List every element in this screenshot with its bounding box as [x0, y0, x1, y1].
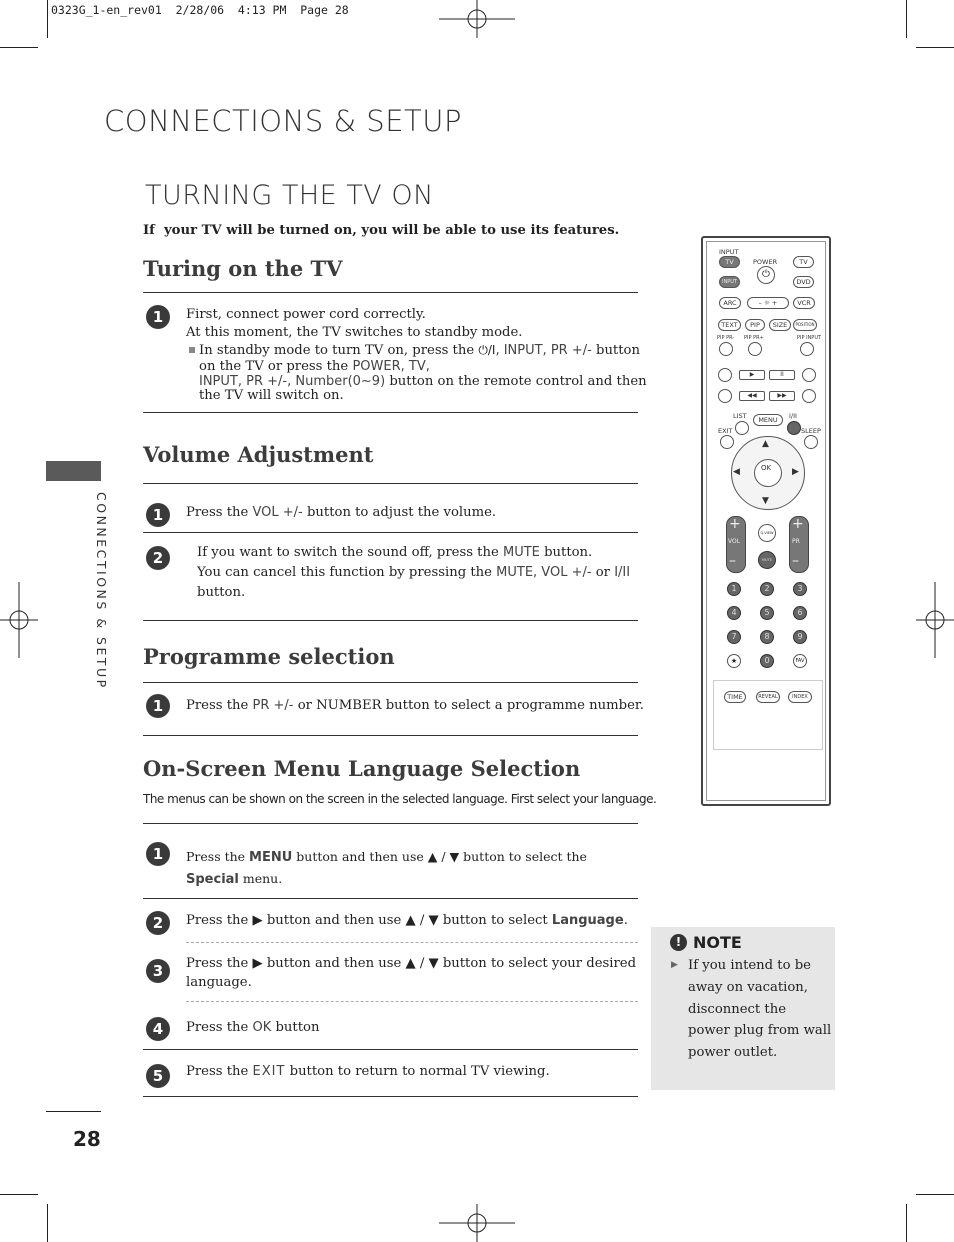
- warning-icon: !: [670, 934, 687, 951]
- remote-qview-button: Q.VIEW: [758, 524, 776, 542]
- registration-mark-left: [0, 580, 40, 660]
- remote-pause-icon: II: [769, 370, 795, 380]
- registration-mark-bottom: [437, 1202, 517, 1242]
- remote-digit-5: 5: [760, 606, 774, 620]
- registration-mark-right: [914, 580, 954, 660]
- remote-pr-down-icon: –: [792, 553, 799, 569]
- remote-text-button: TEXT: [718, 319, 741, 331]
- step-text: Press the EXIT button to return to normal TV viewing.: [186, 1064, 550, 1079]
- remote-skip-forward-icon: [802, 389, 816, 403]
- remote-power-label: POWER: [753, 258, 778, 266]
- remote-tv-button: TV: [793, 256, 814, 268]
- remote-digit-1: 1: [727, 582, 741, 596]
- remote-vol-up-icon: +: [729, 516, 741, 532]
- remote-menu-button: MENU: [753, 414, 783, 426]
- remote-rewind-icon: ◀◀: [739, 391, 765, 401]
- step-number: 4: [146, 1017, 170, 1041]
- remote-digit-0: 0: [760, 654, 774, 668]
- remote-exit-button: [720, 435, 734, 449]
- remote-down-icon: ▼: [762, 496, 769, 506]
- remote-pip-pr-minus-button: [719, 342, 733, 356]
- bullet-square: [189, 347, 195, 353]
- remote-pip-input-button: [800, 342, 814, 356]
- step-number: 1: [146, 503, 170, 527]
- remote-pip-button: PIP: [745, 319, 765, 331]
- remote-i-ii-button: [787, 421, 801, 435]
- divider: [143, 735, 638, 736]
- page-title: TURNING THE TV ON: [145, 180, 434, 211]
- power-icon: ⏻/I: [478, 343, 496, 357]
- remote-pr-up-icon: +: [792, 516, 804, 532]
- remote-brightness-button: – ☼ +: [747, 297, 789, 309]
- remote-digit-8: 8: [760, 630, 774, 644]
- remote-sleep-label: SLEEP: [801, 427, 821, 435]
- remote-list-button: [735, 421, 749, 435]
- divider: [143, 1049, 638, 1050]
- page-number: 28: [73, 1127, 101, 1151]
- remote-pip-input-label: PIP INPUT: [797, 335, 822, 341]
- side-tab-label: CONNECTIONS & SETUP: [94, 492, 109, 690]
- remote-buttons: [701, 236, 831, 806]
- divider: [143, 412, 638, 413]
- remote-forward-icon: ▶▶: [769, 391, 795, 401]
- remote-digit-7: 7: [727, 630, 741, 644]
- section-heading-language: On-Screen Menu Language Selection: [143, 756, 581, 781]
- chapter-title: CONNECTIONS & SETUP: [104, 104, 462, 138]
- divider: [143, 292, 638, 293]
- language-intro: The menus can be shown on the screen in the selected language. First select your language.: [143, 792, 657, 806]
- step-text: Press the MENU button and then use ▲ / ▼ button to select the Special menu.: [186, 849, 587, 887]
- page-number-rule: [46, 1111, 101, 1112]
- intro-text: If your TV will be turned on, you will be able to use its features.: [143, 223, 620, 238]
- step-text: Press the PR +/- or NUMBER button to select a programme number.: [186, 698, 644, 713]
- remote-list-label: LIST: [733, 412, 747, 420]
- remote-left-icon: ◀: [733, 467, 740, 477]
- divider: [143, 1096, 638, 1097]
- step-number: 5: [146, 1064, 170, 1088]
- remote-exit-label: EXIT: [718, 427, 733, 435]
- remote-digit-9: 9: [793, 630, 807, 644]
- standby-instructions: In standby mode to turn TV on, press the ⏻/I, INPUT, PR +/- button on the TV or press the POWER, TV, INPUT, PR +/-, Number(0~9) button on the remote control and then the TV will switch on.: [199, 343, 647, 403]
- section-heading-turning-on: Turing on the TV: [143, 256, 343, 281]
- remote-index-button: INDEX: [788, 691, 812, 703]
- remote-vcr-button: VCR: [793, 297, 815, 309]
- step-number: 1: [146, 842, 170, 866]
- remote-pip-pr-plus-button: [748, 342, 762, 356]
- step-text: Press the OK button: [186, 1020, 320, 1035]
- remote-tv-button: TV: [719, 256, 740, 268]
- divider: [186, 1001, 638, 1002]
- section-heading-programme: Programme selection: [143, 644, 395, 669]
- step-text: Press the ▶ button and then use ▲ / ▼ button to select Language.: [186, 913, 628, 928]
- remote-digit-6: 6: [793, 606, 807, 620]
- remote-reveal-button: REVEAL: [756, 691, 780, 703]
- note-bullet-icon: ▶: [671, 960, 678, 970]
- remote-position-button: POSITION: [793, 319, 817, 331]
- step-number: 1: [146, 694, 170, 718]
- remote-up-icon: ▲: [762, 439, 769, 449]
- remote-digit-3: 3: [793, 582, 807, 596]
- step-number: 1: [146, 305, 170, 329]
- remote-digit-2: 2: [760, 582, 774, 596]
- remote-pip-pr-minus-label: PIP PR-: [717, 335, 735, 341]
- remote-time-button: TIME: [724, 691, 746, 703]
- remote-play-icon: ▶: [739, 370, 765, 380]
- remote-ok-label: OK: [761, 464, 772, 472]
- remote-skip-back-icon: [718, 389, 732, 403]
- remote-size-button: SIZE: [769, 319, 791, 331]
- divider: [143, 823, 638, 824]
- remote-i-ii-label: I/II: [789, 412, 797, 420]
- divider: [143, 483, 638, 484]
- step-text: If you want to switch the sound off, press the MUTE button. You can cancel this function by pressing the MUTE, VOL +/- or I/II button.: [197, 545, 631, 600]
- print-header: 0323G_1-en_rev01 2/28/06 4:13 PM Page 28: [51, 3, 349, 17]
- section-heading-volume: Volume Adjustment: [143, 442, 374, 467]
- remote-power-button: ⏻: [757, 266, 775, 284]
- step-text: Press the VOL +/- button to adjust the volume.: [186, 505, 497, 520]
- remote-right-icon: ▶: [792, 467, 799, 477]
- remote-record-icon: [802, 368, 816, 382]
- divider: [186, 942, 638, 943]
- note-text: If you intend to be away on vacation, disconnect the power plug from wall power outlet.: [688, 958, 832, 1061]
- note-box: [651, 927, 835, 1090]
- remote-dvd-button: DVD: [793, 276, 814, 288]
- remote-mute-button: MUTE: [758, 551, 776, 569]
- remote-input-label: INPUT: [719, 248, 739, 256]
- remote-digit-4: 4: [727, 606, 741, 620]
- registration-mark-top: [437, 0, 517, 40]
- remote-input-button: INPUT: [719, 276, 740, 288]
- divider: [143, 898, 638, 899]
- note-title: NOTE: [693, 933, 742, 952]
- remote-stop-icon: [718, 368, 732, 382]
- remote-arc-button: ARC: [719, 297, 741, 309]
- divider: [143, 620, 638, 621]
- remote-star-icon: ★: [727, 654, 741, 668]
- step-number: 2: [146, 546, 170, 570]
- divider: [143, 532, 638, 533]
- remote-pr-label: PR: [792, 538, 800, 545]
- step-number: 3: [146, 959, 170, 983]
- step-text: Press the ▶ button and then use ▲ / ▼ button to select your desired language.: [186, 956, 637, 990]
- remote-vol-down-icon: –: [729, 553, 736, 569]
- divider: [143, 682, 638, 683]
- step-text: First, connect power cord correctly. At this moment, the TV switches to standby mode.: [186, 307, 523, 340]
- remote-vol-label: VOL: [728, 538, 741, 545]
- remote-sleep-button: [804, 435, 818, 449]
- remote-pip-pr-plus-label: PIP PR+: [744, 335, 764, 341]
- step-number: 2: [146, 911, 170, 935]
- remote-fav-button: FAV: [793, 654, 807, 668]
- side-tab-marker: [46, 461, 101, 481]
